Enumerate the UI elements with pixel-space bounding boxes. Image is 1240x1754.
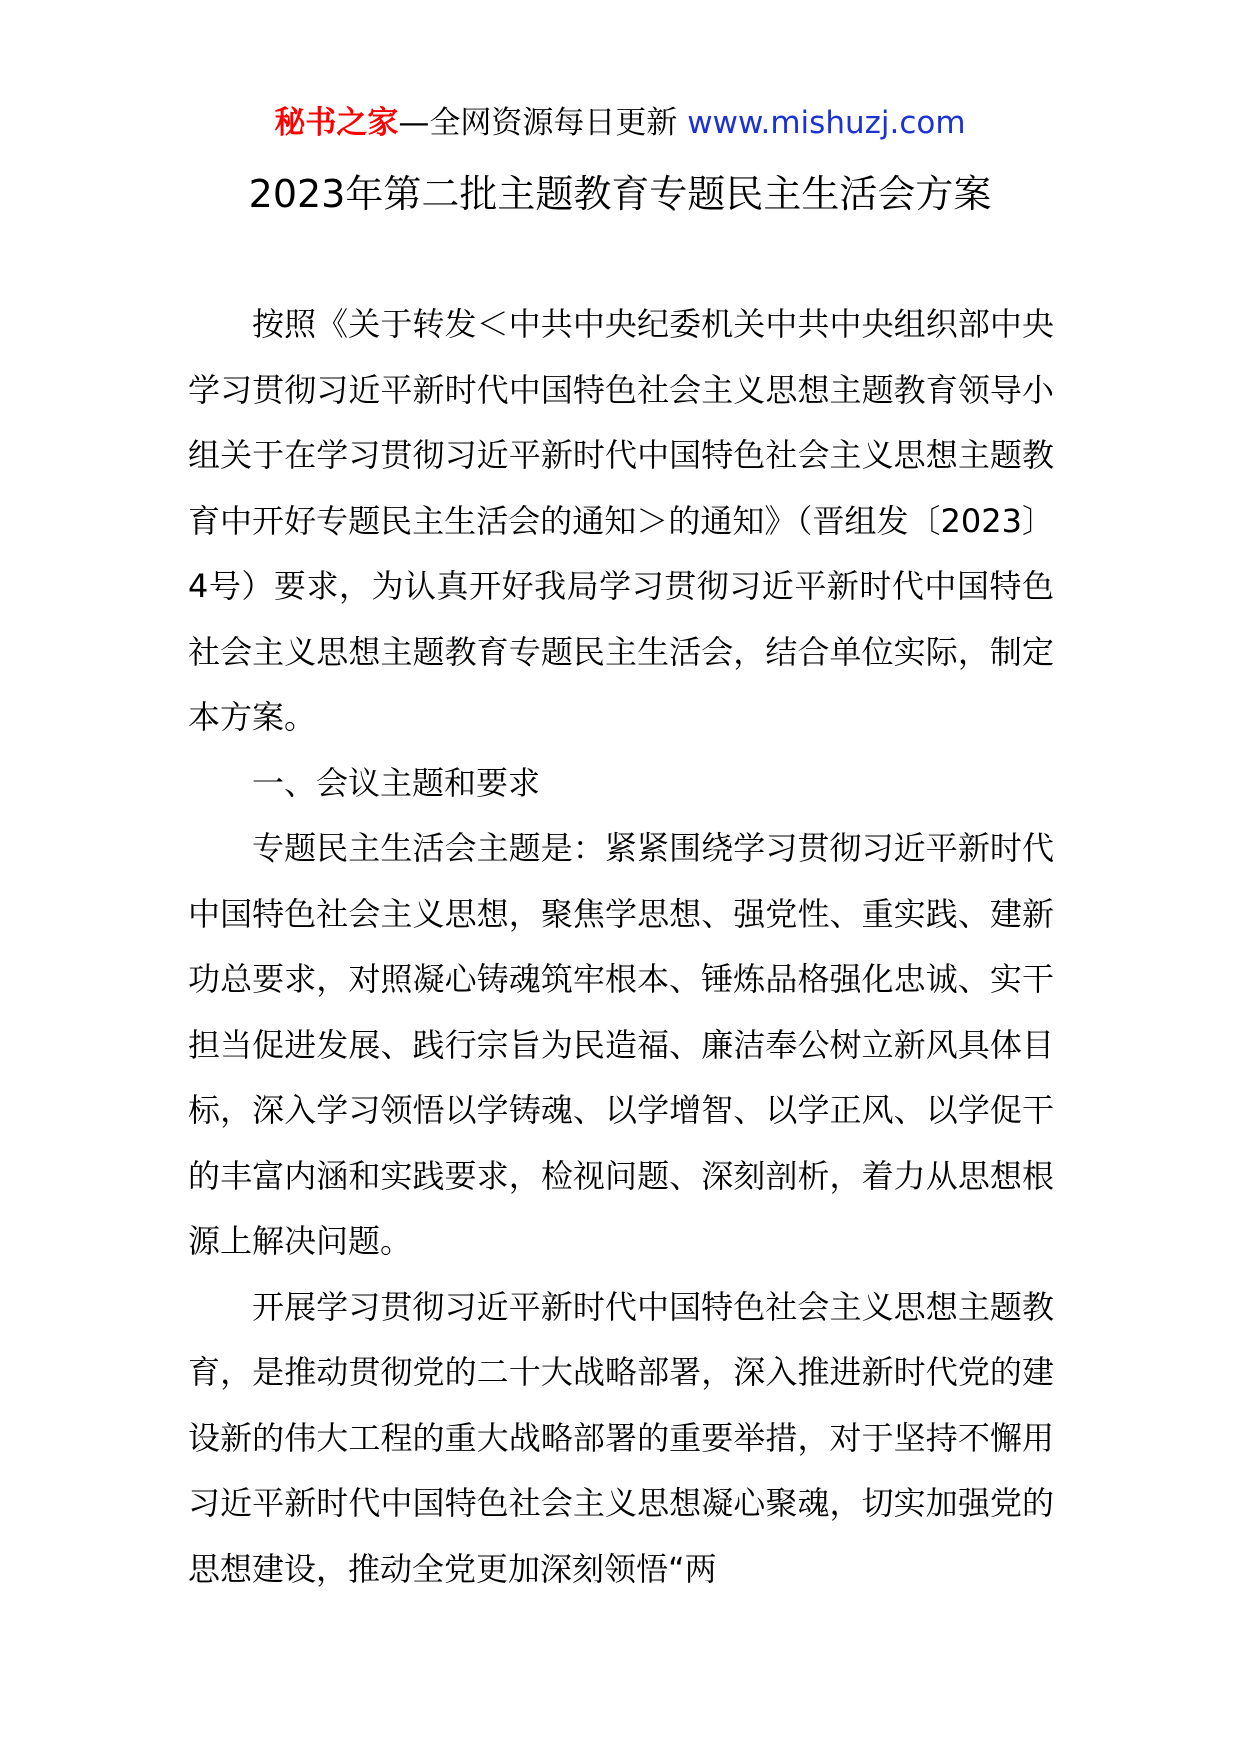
document-title: 2023年第二批主题教育专题民主生活会方案 bbox=[248, 172, 992, 216]
paragraph-intro: 按照《关于转发＜中共中央纪委机关中共中央组织部中央学习贯彻习近平新时代中国特色社会主义思想主题教育领导小组关于在学习贯彻习近平新时代中国特色社会主义思想主题教育中开好专题民主生活会的通知＞的通知》（晋组发〔2023〕4号）要求，为认真开好我局学习贯彻习近平新时代中国特色社会主义思想主题教育专题民主生活会，结合单位实际，制定本方案。 bbox=[188, 305, 1054, 736]
paragraph-theme: 专题民主生活会主题是：紧紧围绕学习贯彻习近平新时代中国特色社会主义思想，聚焦学思想、强党性、重实践、建新功总要求，对照凝心铸魂筑牢根本、锤炼品格强化忠诚、实干担当促进发展、践行宗旨为民造福、廉洁奉公树立新风具体目标，深入学习领悟以学铸魂、以学增智、以学正风、以学促干的丰富内涵和实践要求，检视问题、深刻剖析，着力从思想根源上解决问题。 bbox=[188, 829, 1054, 1260]
section-heading: 一、会议主题和要求 bbox=[252, 763, 541, 802]
header-slogan: —全网资源每日更新 bbox=[398, 105, 688, 141]
paragraph-significance: 开展学习贯彻习近平新时代中国特色社会主义思想主题教育，是推动贯彻党的二十大战略部署，深入推进新时代党的建设新的伟大工程的重大战略部署的重要举措，对于坚持不懈用习近平新时代中国特色社会主义思想凝心聚魂，切实加强党的思想建设，推动全党更加深刻领悟“两 bbox=[188, 1287, 1054, 1588]
brand-name: 秘书之家 bbox=[274, 105, 399, 141]
document-body bbox=[188, 292, 1054, 1602]
site-url: www.mishuzj.com bbox=[687, 105, 966, 141]
watermark-header bbox=[0, 100, 1240, 146]
